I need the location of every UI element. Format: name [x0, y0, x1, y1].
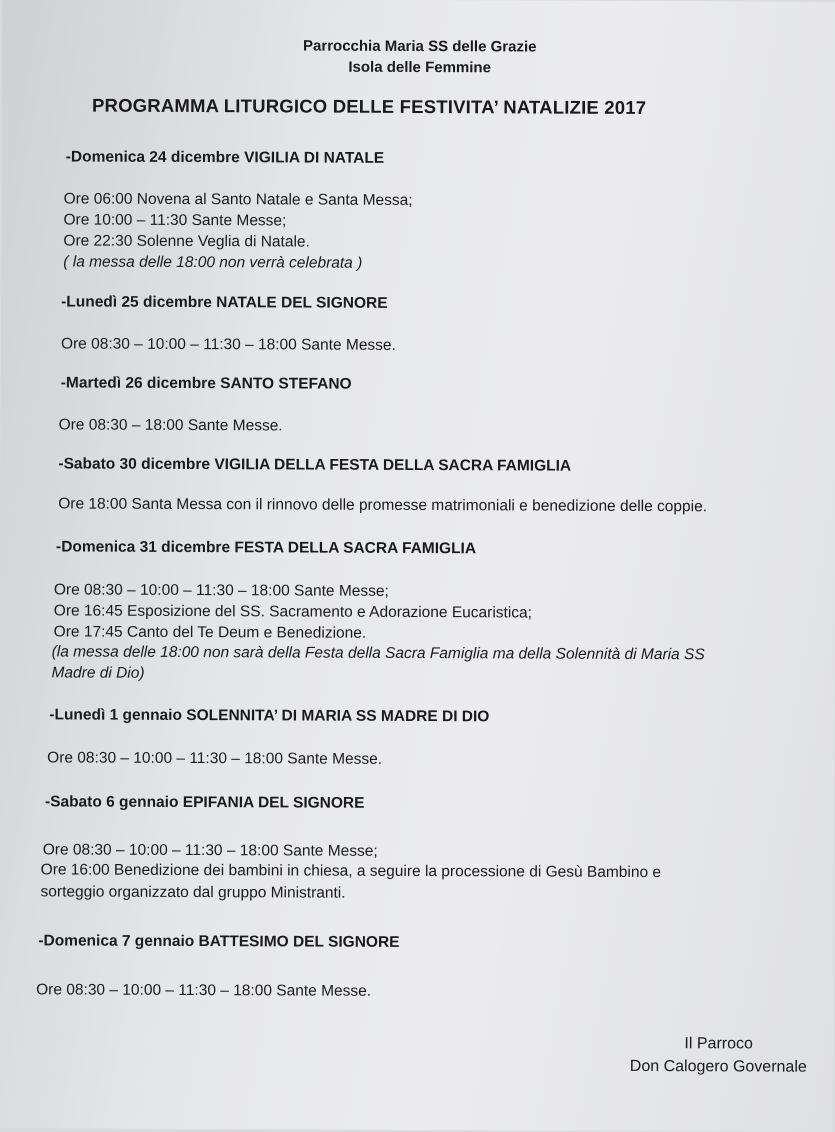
schedule-line: Ore 08:30 – 10:00 – 11:30 – 18:00 Sante Messe. — [36, 981, 372, 1000]
section-heading-vigilia-sacra-famiglia: -Sabato 30 dicembre VIGILIA DELLA FESTA DELLA SACRA FAMIGLIA — [58, 455, 572, 475]
schedule-line: Ore 08:30 – 10:00 – 11:30 – 18:00 Sante Messe; — [42, 841, 378, 860]
schedule-line: Ore 10:00 – 11:30 Sante Messe; — [63, 211, 287, 230]
schedule-line: Ore 16:00 Benedizione dei bambini in chiesa, a seguire la processione di Gesù Bambino e — [40, 861, 662, 882]
schedule-note: (la messa delle 18:00 non sarà della Festa della Sacra Famiglia ma della Solennità di Maria SS — [51, 643, 705, 664]
section-heading-epifania: -Sabato 6 gennaio EPIFANIA DEL SIGNORE — [44, 793, 365, 812]
schedule-line: sorteggio organizzato dal gruppo Ministranti. — [40, 883, 346, 902]
schedule-line: Ore 16:45 Esposizione del SS. Sacramento e Adorazione Eucaristica; — [53, 602, 533, 622]
section-heading-maria-madre-di-dio: -Lunedì 1 gennaio SOLENNITA’ DI MARIA SS MADRE DI DIO — [49, 706, 490, 726]
schedule-line: Ore 22:30 Solenne Veglia di Natale. — [63, 232, 310, 251]
schedule-line: Ore 08:30 – 10:00 – 11:30 – 18:00 Sante Messe. — [47, 749, 383, 768]
schedule-line: Ore 17:45 Canto del Te Deum e Benedizione. — [53, 623, 367, 642]
parish-name: Parrocchia Maria SS delle Grazie — [302, 37, 537, 56]
signature-role: Il Parroco — [684, 1035, 753, 1053]
signature-name: Don Calogero Governale — [629, 1057, 807, 1076]
schedule-note: Madre di Dio) — [51, 664, 145, 682]
schedule-line: Ore 08:30 – 18:00 Sante Messe. — [58, 416, 283, 435]
schedule-note: ( la messa delle 18:00 non verrà celebrata ) — [63, 253, 363, 272]
schedule-line: Ore 18:00 Santa Messa con il rinnovo delle promesse matrimoniali e benedizione delle coppie. — [58, 495, 708, 516]
section-heading-natale: -Lunedì 25 dicembre NATALE DEL SIGNORE — [61, 293, 388, 312]
page-title: PROGRAMMA LITURGICO DELLE FESTIVITA’ NATALIZIE 2017 — [91, 94, 647, 118]
section-heading-sacra-famiglia: -Domenica 31 dicembre FESTA DELLA SACRA FAMIGLIA — [56, 538, 477, 558]
schedule-line: Ore 06:00 Novena al Santo Natale e Santa Messa; — [63, 190, 413, 209]
section-heading-battesimo: -Domenica 7 gennaio BATTESIMO DEL SIGNORE — [38, 932, 400, 951]
schedule-line: Ore 08:30 – 10:00 – 11:30 – 18:00 Sante Messe. — [60, 335, 396, 354]
schedule-line: Ore 08:30 – 10:00 – 11:30 – 18:00 Sante Messe; — [53, 581, 389, 600]
section-heading-santo-stefano: -Martedì 26 dicembre SANTO STEFANO — [60, 374, 352, 393]
town-name: Isola delle Femmine — [348, 58, 491, 77]
section-heading-vigilia-natale: -Domenica 24 dicembre VIGILIA DI NATALE — [65, 148, 385, 167]
